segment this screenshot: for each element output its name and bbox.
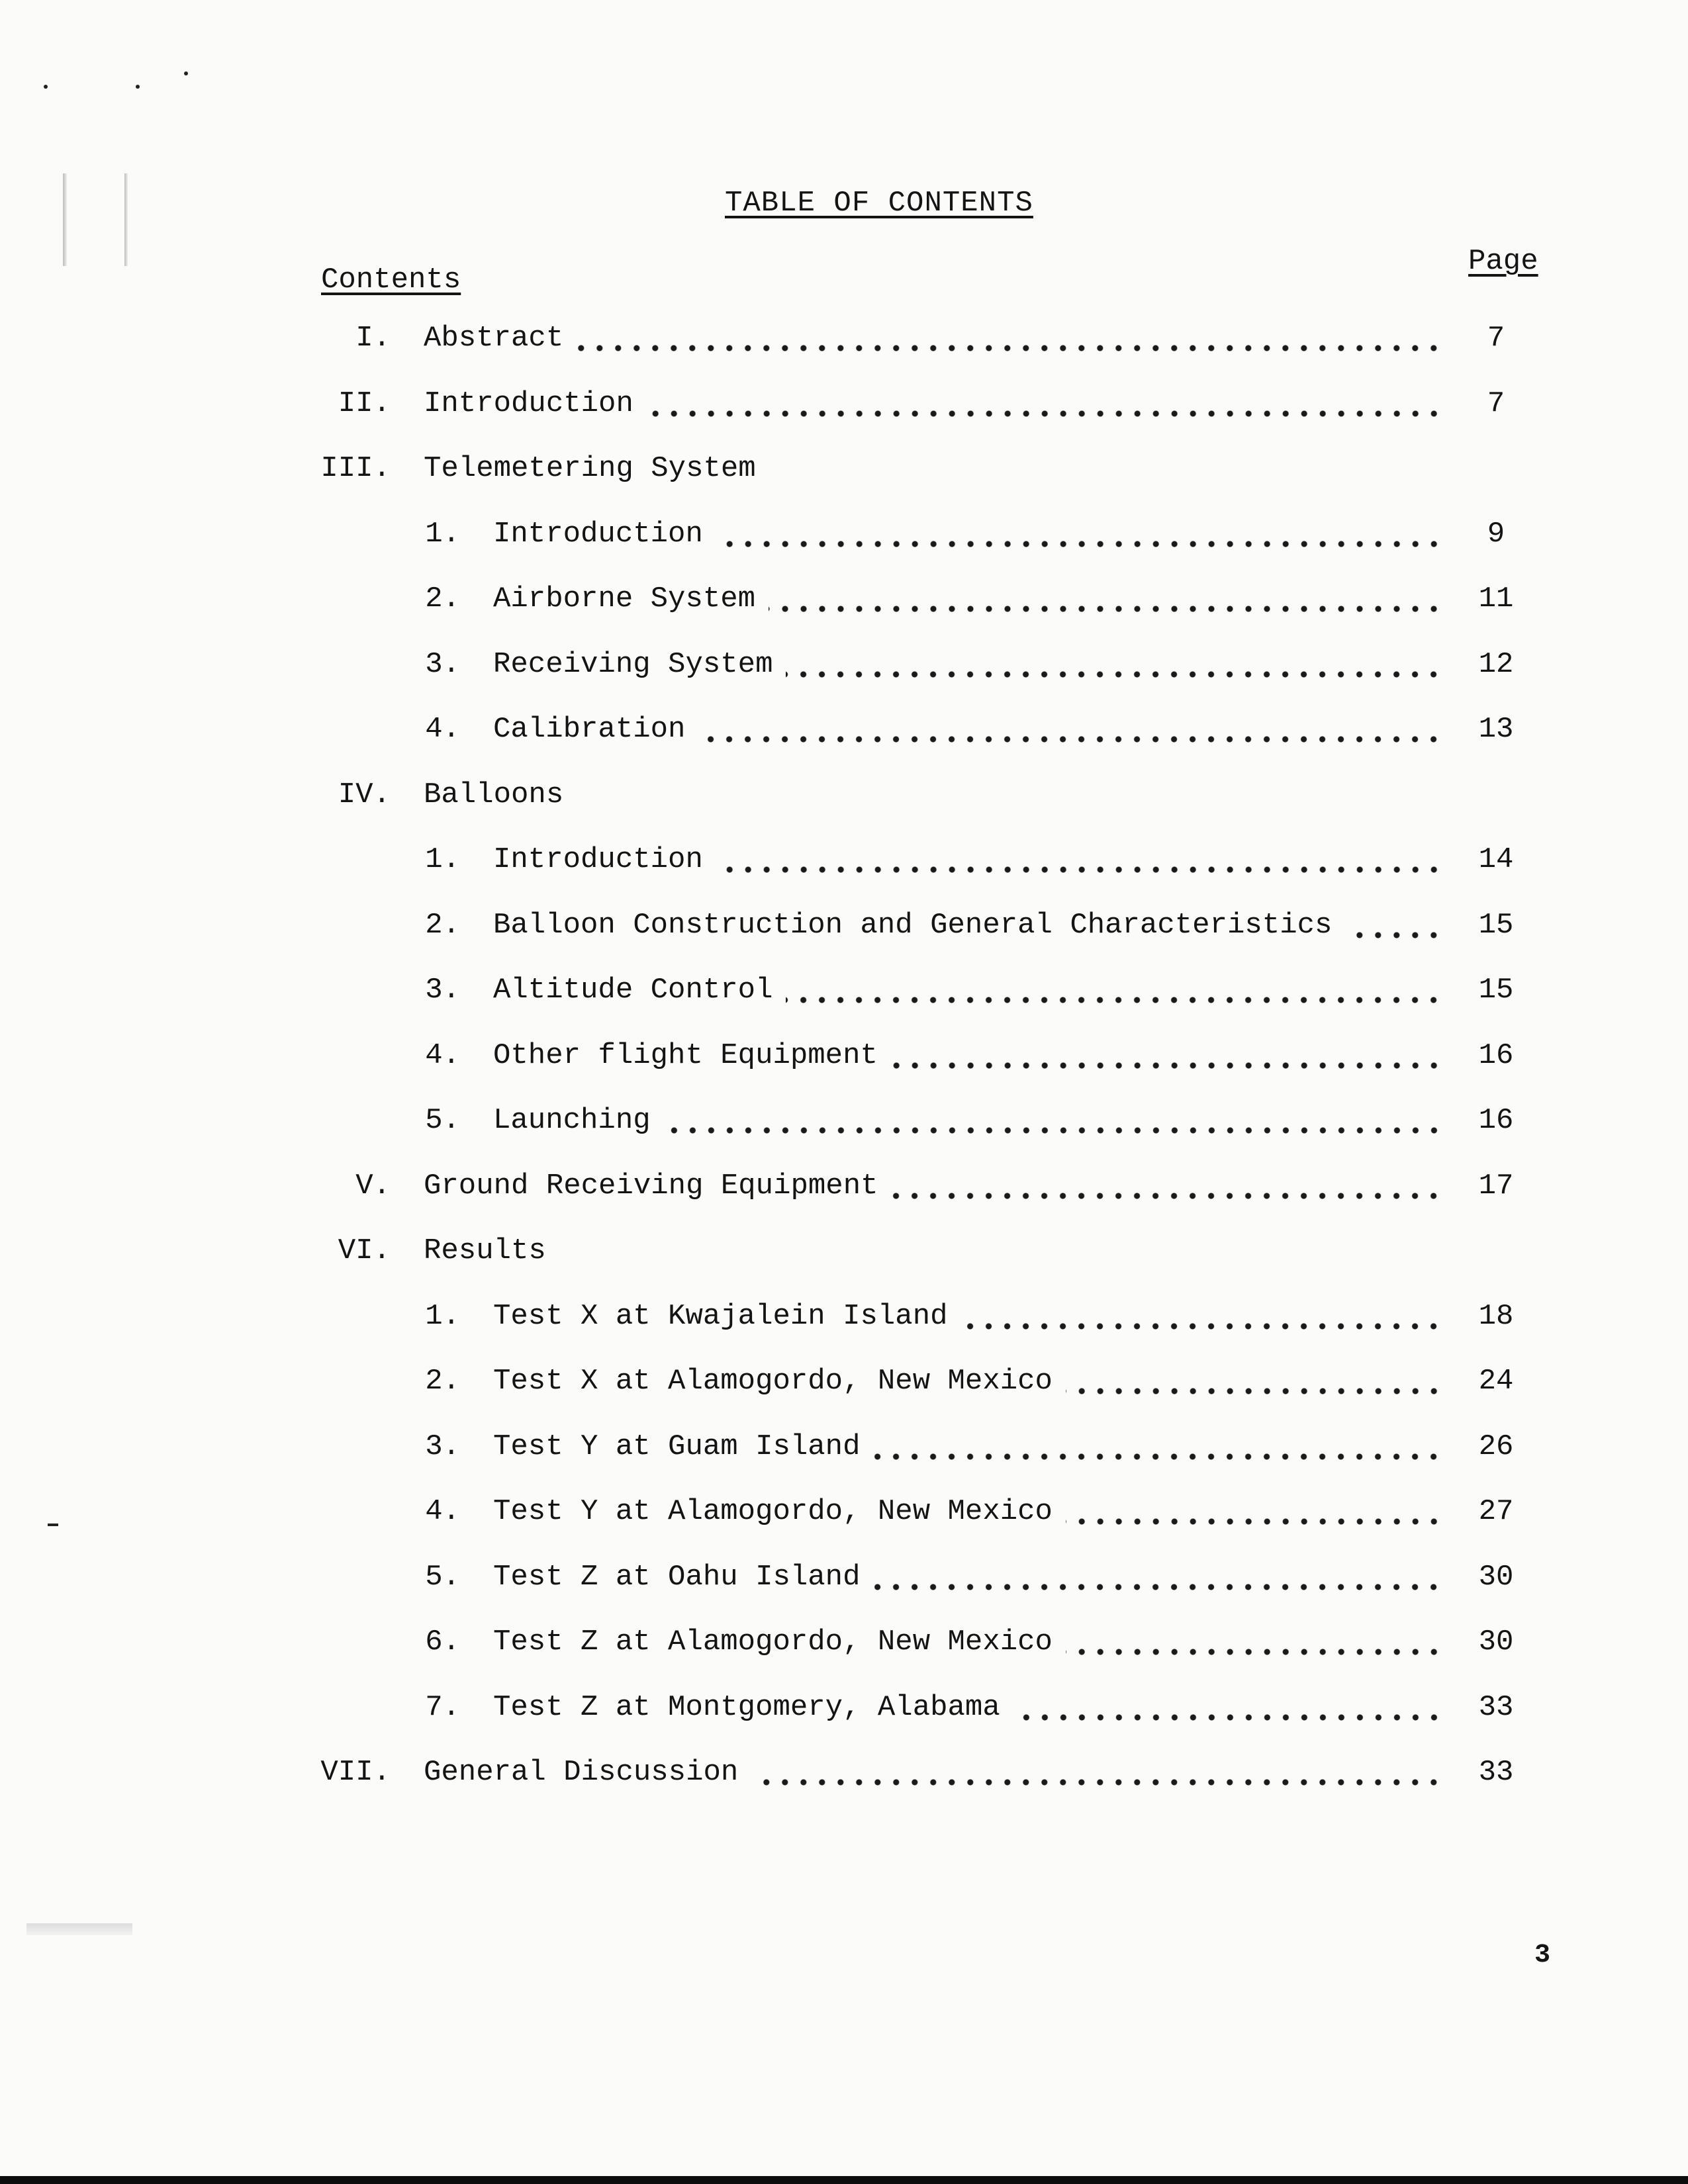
toc-entry-page: 17 <box>1478 1169 1514 1203</box>
scan-artifact <box>63 173 67 266</box>
toc-entry <box>0 1234 1688 1274</box>
dot-leader <box>698 733 1443 746</box>
toc-entry <box>0 1756 1688 1796</box>
toc-entry-page: 18 <box>1478 1299 1514 1333</box>
scan-artifact <box>26 1923 132 1935</box>
toc-entry-label: Ground Receiving Equipment <box>424 1169 878 1203</box>
dot-leader <box>716 537 1443 551</box>
toc-entry-label: Introduction <box>424 387 633 420</box>
scan-artifact <box>124 173 128 266</box>
dot-leader <box>873 1450 1443 1463</box>
toc-entry-label: General Discussion <box>424 1756 739 1789</box>
dot-leader <box>1345 929 1443 942</box>
toc-entry-label: Introduction <box>493 843 703 876</box>
toc-entry-number: 2. <box>425 582 460 615</box>
toc-entry-label: Test Z at Oahu Island <box>493 1560 861 1594</box>
toc-entry-page: 15 <box>1478 974 1514 1007</box>
toc-entry-page: 9 <box>1487 517 1505 551</box>
toc-entry <box>0 582 1688 622</box>
toc-entry-number: II. <box>338 387 391 420</box>
toc-entry-page: 33 <box>1478 1756 1514 1789</box>
toc-entry-page: 26 <box>1478 1430 1514 1463</box>
toc-entry-label: Results <box>424 1234 546 1267</box>
toc-entry <box>0 1625 1688 1665</box>
toc-entry-number: 5. <box>425 1104 460 1137</box>
toc-entry <box>0 1169 1688 1209</box>
document-title: TABLE OF CONTENTS <box>725 187 1033 220</box>
toc-entry <box>0 778 1688 818</box>
toc-entry-page: 16 <box>1478 1104 1514 1137</box>
toc-entry-number: IV. <box>338 778 391 811</box>
toc-entry <box>0 1300 1688 1340</box>
toc-entry <box>0 1365 1688 1404</box>
toc-entry-number: 3. <box>425 974 460 1007</box>
toc-entry-label: Test X at Kwajalein Island <box>493 1299 948 1333</box>
toc-entry <box>0 1561 1688 1600</box>
dot-leader <box>716 863 1443 876</box>
dot-leader <box>961 1320 1443 1333</box>
toc-entry-page: 11 <box>1478 582 1514 615</box>
toc-entry-page: 15 <box>1478 908 1514 942</box>
toc-entry <box>0 648 1688 688</box>
dot-leader <box>664 1124 1443 1137</box>
toc-entry-label: Test Y at Guam Island <box>493 1430 861 1463</box>
toc-entry <box>0 1104 1688 1144</box>
toc-entry-label: Abstract <box>424 322 564 355</box>
toc-entry <box>0 1039 1688 1079</box>
toc-entry-page: 33 <box>1478 1690 1514 1724</box>
dot-leader <box>1013 1711 1443 1724</box>
toc-entry-number: 2. <box>425 908 460 942</box>
toc-entry-label: Balloon Construction and General Characteristics <box>493 908 1333 942</box>
dot-leader <box>751 1776 1443 1789</box>
toc-entry-number: 3. <box>425 1430 460 1463</box>
toc-entry <box>0 1495 1688 1535</box>
toc-entry-number: VII. <box>320 1756 391 1789</box>
dot-leader <box>1066 1515 1443 1528</box>
page-number: 3 <box>1534 1940 1551 1970</box>
toc-entry-number: 7. <box>425 1690 460 1724</box>
toc-entry-number: 6. <box>425 1625 460 1659</box>
dot-leader <box>577 341 1443 355</box>
toc-entry-number: III. <box>320 452 391 485</box>
toc-entry-number: 1. <box>425 1299 460 1333</box>
toc-entry-page: 7 <box>1487 322 1505 355</box>
toc-entry-label: Airborne System <box>493 582 756 615</box>
toc-entry <box>0 1430 1688 1470</box>
dot-leader <box>1066 1645 1443 1659</box>
toc-entry-label: Test X at Alamogordo, New Mexico <box>493 1365 1053 1398</box>
toc-entry <box>0 387 1688 427</box>
dot-leader <box>786 668 1443 681</box>
toc-entry-label: Launching <box>493 1104 651 1137</box>
toc-entry-label: Calibration <box>493 713 686 746</box>
toc-entry-page: 16 <box>1478 1038 1514 1072</box>
dot-leader <box>873 1580 1443 1594</box>
toc-entry <box>0 1691 1688 1731</box>
toc-entry-page: 12 <box>1478 647 1514 681</box>
scan-speck <box>44 85 48 89</box>
toc-entry-label: Test Z at Alamogordo, New Mexico <box>493 1625 1053 1659</box>
toc-entry-number: I. <box>355 322 391 355</box>
toc-entry-number: 4. <box>425 713 460 746</box>
toc-entry-page: 30 <box>1478 1625 1514 1659</box>
toc-entry-page: 30 <box>1478 1560 1514 1594</box>
toc-entry-number: 2. <box>425 1365 460 1398</box>
dot-leader <box>1066 1385 1443 1398</box>
scan-bottom-edge <box>0 2176 1688 2184</box>
toc-entry <box>0 713 1688 752</box>
page-column-header: Page <box>1468 245 1538 278</box>
toc-entry <box>0 518 1688 557</box>
toc-entry-number: 3. <box>425 647 460 681</box>
dot-leader <box>891 1189 1443 1203</box>
toc-entry <box>0 322 1688 361</box>
toc-entry-label: Introduction <box>493 517 703 551</box>
dot-leader <box>786 993 1443 1007</box>
toc-entry-number: 4. <box>425 1038 460 1072</box>
toc-entry-label: Receiving System <box>493 647 773 681</box>
toc-entry <box>0 452 1688 492</box>
toc-entry-label: Altitude Control <box>493 974 773 1007</box>
toc-entry-page: 7 <box>1487 387 1505 420</box>
contents-column-header: Contents <box>321 263 461 296</box>
scan-speck <box>136 85 140 89</box>
toc-entry-number: 5. <box>425 1560 460 1594</box>
toc-entry-label: Balloons <box>424 778 564 811</box>
scan-speck <box>184 71 188 75</box>
toc-entry <box>0 909 1688 948</box>
dot-leader <box>647 407 1443 420</box>
dot-leader <box>769 602 1443 615</box>
toc-entry-number: V. <box>355 1169 391 1203</box>
toc-entry-label: Telemetering System <box>424 452 756 485</box>
toc-entry-number: 1. <box>425 517 460 551</box>
toc-entry-number: VI. <box>338 1234 391 1267</box>
toc-entry-label: Test Z at Montgomery, Alabama <box>493 1690 1000 1724</box>
toc-entry-page: 27 <box>1478 1495 1514 1528</box>
toc-entry-page: 13 <box>1478 713 1514 746</box>
toc-entry-label: Test Y at Alamogordo, New Mexico <box>493 1495 1053 1528</box>
toc-entry-page: 24 <box>1478 1365 1514 1398</box>
toc-entry <box>0 974 1688 1013</box>
toc-entry-page: 14 <box>1478 843 1514 876</box>
toc-entry-number: 1. <box>425 843 460 876</box>
dot-leader <box>891 1059 1443 1072</box>
toc-entry <box>0 843 1688 883</box>
toc-entry-label: Other flight Equipment <box>493 1038 878 1072</box>
toc-entry-number: 4. <box>425 1495 460 1528</box>
